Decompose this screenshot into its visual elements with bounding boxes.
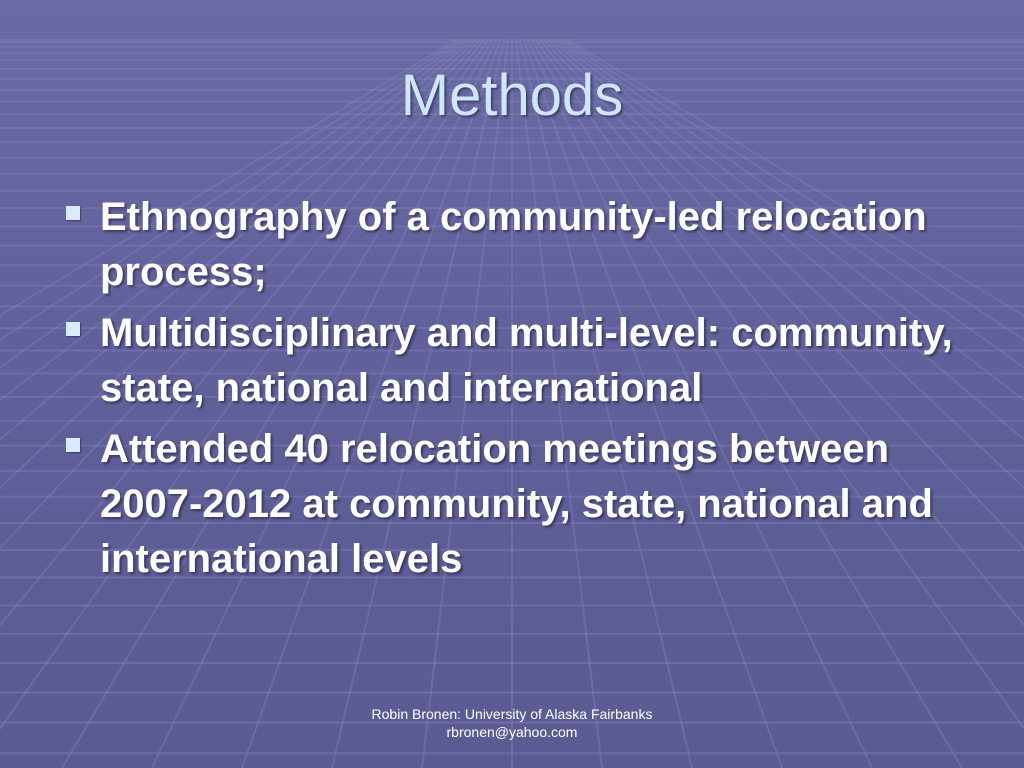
bullet-item [62,306,982,416]
bullet-item [62,422,982,587]
footer-author: Robin Bronen: University of Alaska Fairbanks [371,706,653,722]
slide-title: Methods [400,63,624,128]
bullet-text: Multidisciplinary and multi-level: community, state, national and international [100,311,953,410]
bullet-text: Ethnography of a community-led relocation process; [100,195,927,294]
bullet-text: Attended 40 relocation meetings between 2007-2012 at community, state, national and international levels [100,427,933,581]
bullet-item [62,190,982,300]
square-bullet-icon [66,322,80,336]
square-bullet-icon [66,438,80,452]
square-bullet-icon [66,206,80,220]
bullet-list [62,190,982,593]
slide-footer [0,705,1024,741]
footer-email: rbronen@yahoo.com [446,724,578,740]
